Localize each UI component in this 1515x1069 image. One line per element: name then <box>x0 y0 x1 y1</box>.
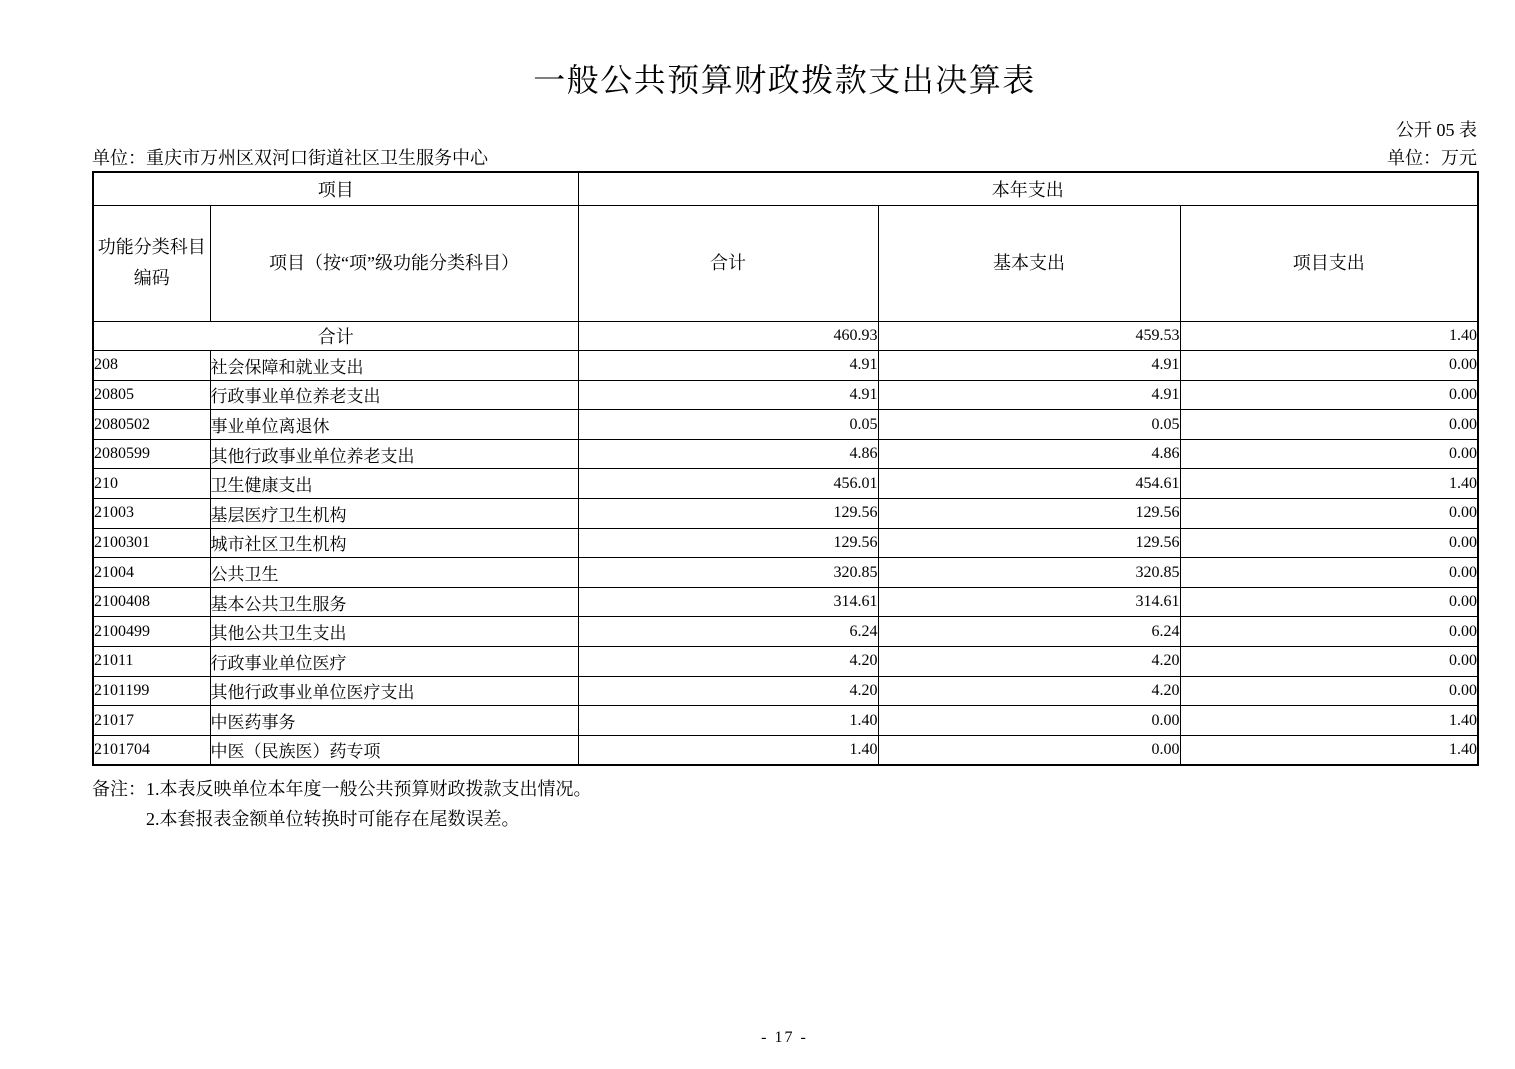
row-item-name: 社会保障和就业支出 <box>210 351 578 381</box>
row-total: 6.24 <box>578 617 878 647</box>
row-project: 0.00 <box>1180 410 1478 440</box>
row-basic: 0.00 <box>878 706 1180 736</box>
row-code: 20805 <box>93 380 210 410</box>
row-basic: 0.05 <box>878 410 1180 440</box>
row-total: 4.86 <box>578 439 878 469</box>
row-total: 314.61 <box>578 587 878 617</box>
row-project: 0.00 <box>1180 587 1478 617</box>
row-item-name: 公共卫生 <box>210 558 578 588</box>
table-header <box>93 172 1478 321</box>
header-col-code-line1: 功能分类科目 <box>97 237 206 258</box>
row-item-name: 中医（民族医）药专项 <box>210 735 578 765</box>
row-project: 0.00 <box>1180 558 1478 588</box>
table-code-label: 公开 05 表 <box>1396 120 1477 140</box>
row-item-name: 中医药事务 <box>210 706 578 736</box>
row-basic: 0.00 <box>878 735 1180 765</box>
notes-label: 备注： <box>92 778 146 799</box>
row-basic: 129.56 <box>878 499 1180 529</box>
row-item-name: 其他行政事业单位养老支出 <box>210 439 578 469</box>
table-row <box>93 647 1478 677</box>
row-total: 456.01 <box>578 469 878 499</box>
row-project: 0.00 <box>1180 499 1478 529</box>
row-item-name: 行政事业单位医疗 <box>210 647 578 677</box>
row-item-name: 其他行政事业单位医疗支出 <box>210 676 578 706</box>
org-unit-label: 单位：重庆市万州区双河口街道社区卫生服务中心 <box>92 148 488 168</box>
row-basic: 4.20 <box>878 676 1180 706</box>
header-col-basic: 基本支出 <box>878 205 1180 321</box>
header-group-expenditure: 本年支出 <box>578 172 1478 205</box>
row-code: 2100499 <box>93 617 210 647</box>
page-number: - 17 - <box>761 1029 808 1046</box>
row-project: 0.00 <box>1180 528 1478 558</box>
row-code: 2100301 <box>93 528 210 558</box>
row-code: 21004 <box>93 558 210 588</box>
row-total: 320.85 <box>578 558 878 588</box>
row-code: 21017 <box>93 706 210 736</box>
table-row <box>93 587 1478 617</box>
row-total: 4.91 <box>578 351 878 381</box>
table-row <box>93 499 1478 529</box>
table-body <box>93 321 1478 765</box>
row-total: 4.20 <box>578 676 878 706</box>
table-row <box>93 439 1478 469</box>
row-code: 21011 <box>93 647 210 677</box>
row-item-name: 其他公共卫生支出 <box>210 617 578 647</box>
table-row <box>93 351 1478 381</box>
table-row <box>93 676 1478 706</box>
row-basic: 4.86 <box>878 439 1180 469</box>
header-col-code-line2: 编码 <box>133 268 170 288</box>
row-project: 1.40 <box>1180 706 1478 736</box>
table-row <box>93 528 1478 558</box>
header-col-item: 项目（按“项”级功能分类科目） <box>210 205 578 321</box>
table-row <box>93 469 1478 499</box>
row-item-name: 基本公共卫生服务 <box>210 587 578 617</box>
row-code: 2101704 <box>93 735 210 765</box>
notes <box>92 774 1477 834</box>
row-basic: 4.91 <box>878 380 1180 410</box>
row-basic: 320.85 <box>878 558 1180 588</box>
note-text-2: 2.本套报表金额单位转换时可能存在尾数误差。 <box>146 808 520 829</box>
header-group-row <box>93 172 1478 205</box>
table-row <box>93 410 1478 440</box>
row-basic: 314.61 <box>878 587 1180 617</box>
row-basic: 4.20 <box>878 647 1180 677</box>
currency-unit-label: 单位：万元 <box>1387 148 1477 168</box>
row-code: 2100408 <box>93 587 210 617</box>
row-total: 129.56 <box>578 499 878 529</box>
row-project: 1.40 <box>1180 735 1478 765</box>
row-basic: 4.91 <box>878 351 1180 381</box>
row-total: 1.40 <box>578 706 878 736</box>
row-project: 0.00 <box>1180 647 1478 677</box>
row-item-name: 行政事业单位养老支出 <box>210 380 578 410</box>
row-code: 2080599 <box>93 439 210 469</box>
row-basic: 6.24 <box>878 617 1180 647</box>
row-item-name: 卫生健康支出 <box>210 469 578 499</box>
row-item-name: 城市社区卫生机构 <box>210 528 578 558</box>
table-row <box>93 735 1478 765</box>
table-row <box>93 617 1478 647</box>
header-group-item: 项目 <box>93 172 578 205</box>
row-total: 4.91 <box>578 380 878 410</box>
row-project: 0.00 <box>1180 439 1478 469</box>
row-project: 0.00 <box>1180 380 1478 410</box>
table-row <box>93 380 1478 410</box>
row-code: 210 <box>93 469 210 499</box>
row-code: 21003 <box>93 499 210 529</box>
table-row <box>93 558 1478 588</box>
note-line-2 <box>92 804 1477 834</box>
note-line-1 <box>92 774 1477 804</box>
row-project: 0.00 <box>1180 617 1478 647</box>
row-item-name: 事业单位离退休 <box>210 410 578 440</box>
row-project: 0.00 <box>1180 676 1478 706</box>
page-title: 一般公共预算财政拨款支出决算表 <box>533 62 1036 98</box>
row-total: 4.20 <box>578 647 878 677</box>
row-code: 2101199 <box>93 676 210 706</box>
header-col-total: 合计 <box>578 205 878 321</box>
row-code: 208 <box>93 351 210 381</box>
total-row-total: 460.93 <box>578 321 878 351</box>
total-row-label: 合计 <box>93 321 578 351</box>
row-total: 0.05 <box>578 410 878 440</box>
header-columns-row <box>93 205 1478 321</box>
meta-row <box>92 149 1477 167</box>
total-row <box>93 321 1478 351</box>
table-row <box>93 706 1478 736</box>
row-basic: 454.61 <box>878 469 1180 499</box>
header-col-project: 项目支出 <box>1180 205 1478 321</box>
row-total: 129.56 <box>578 528 878 558</box>
header-col-code <box>93 205 210 321</box>
total-row-basic: 459.53 <box>878 321 1180 351</box>
document-content <box>92 0 1477 834</box>
row-project: 0.00 <box>1180 351 1478 381</box>
row-total: 1.40 <box>578 735 878 765</box>
total-row-project: 1.40 <box>1180 321 1478 351</box>
row-basic: 129.56 <box>878 528 1180 558</box>
budget-expenditure-table <box>92 171 1479 766</box>
row-code: 2080502 <box>93 410 210 440</box>
row-item-name: 基层医疗卫生机构 <box>210 499 578 529</box>
note-text-1: 1.本表反映单位本年度一般公共预算财政拨款支出情况。 <box>146 778 592 799</box>
row-project: 1.40 <box>1180 469 1478 499</box>
